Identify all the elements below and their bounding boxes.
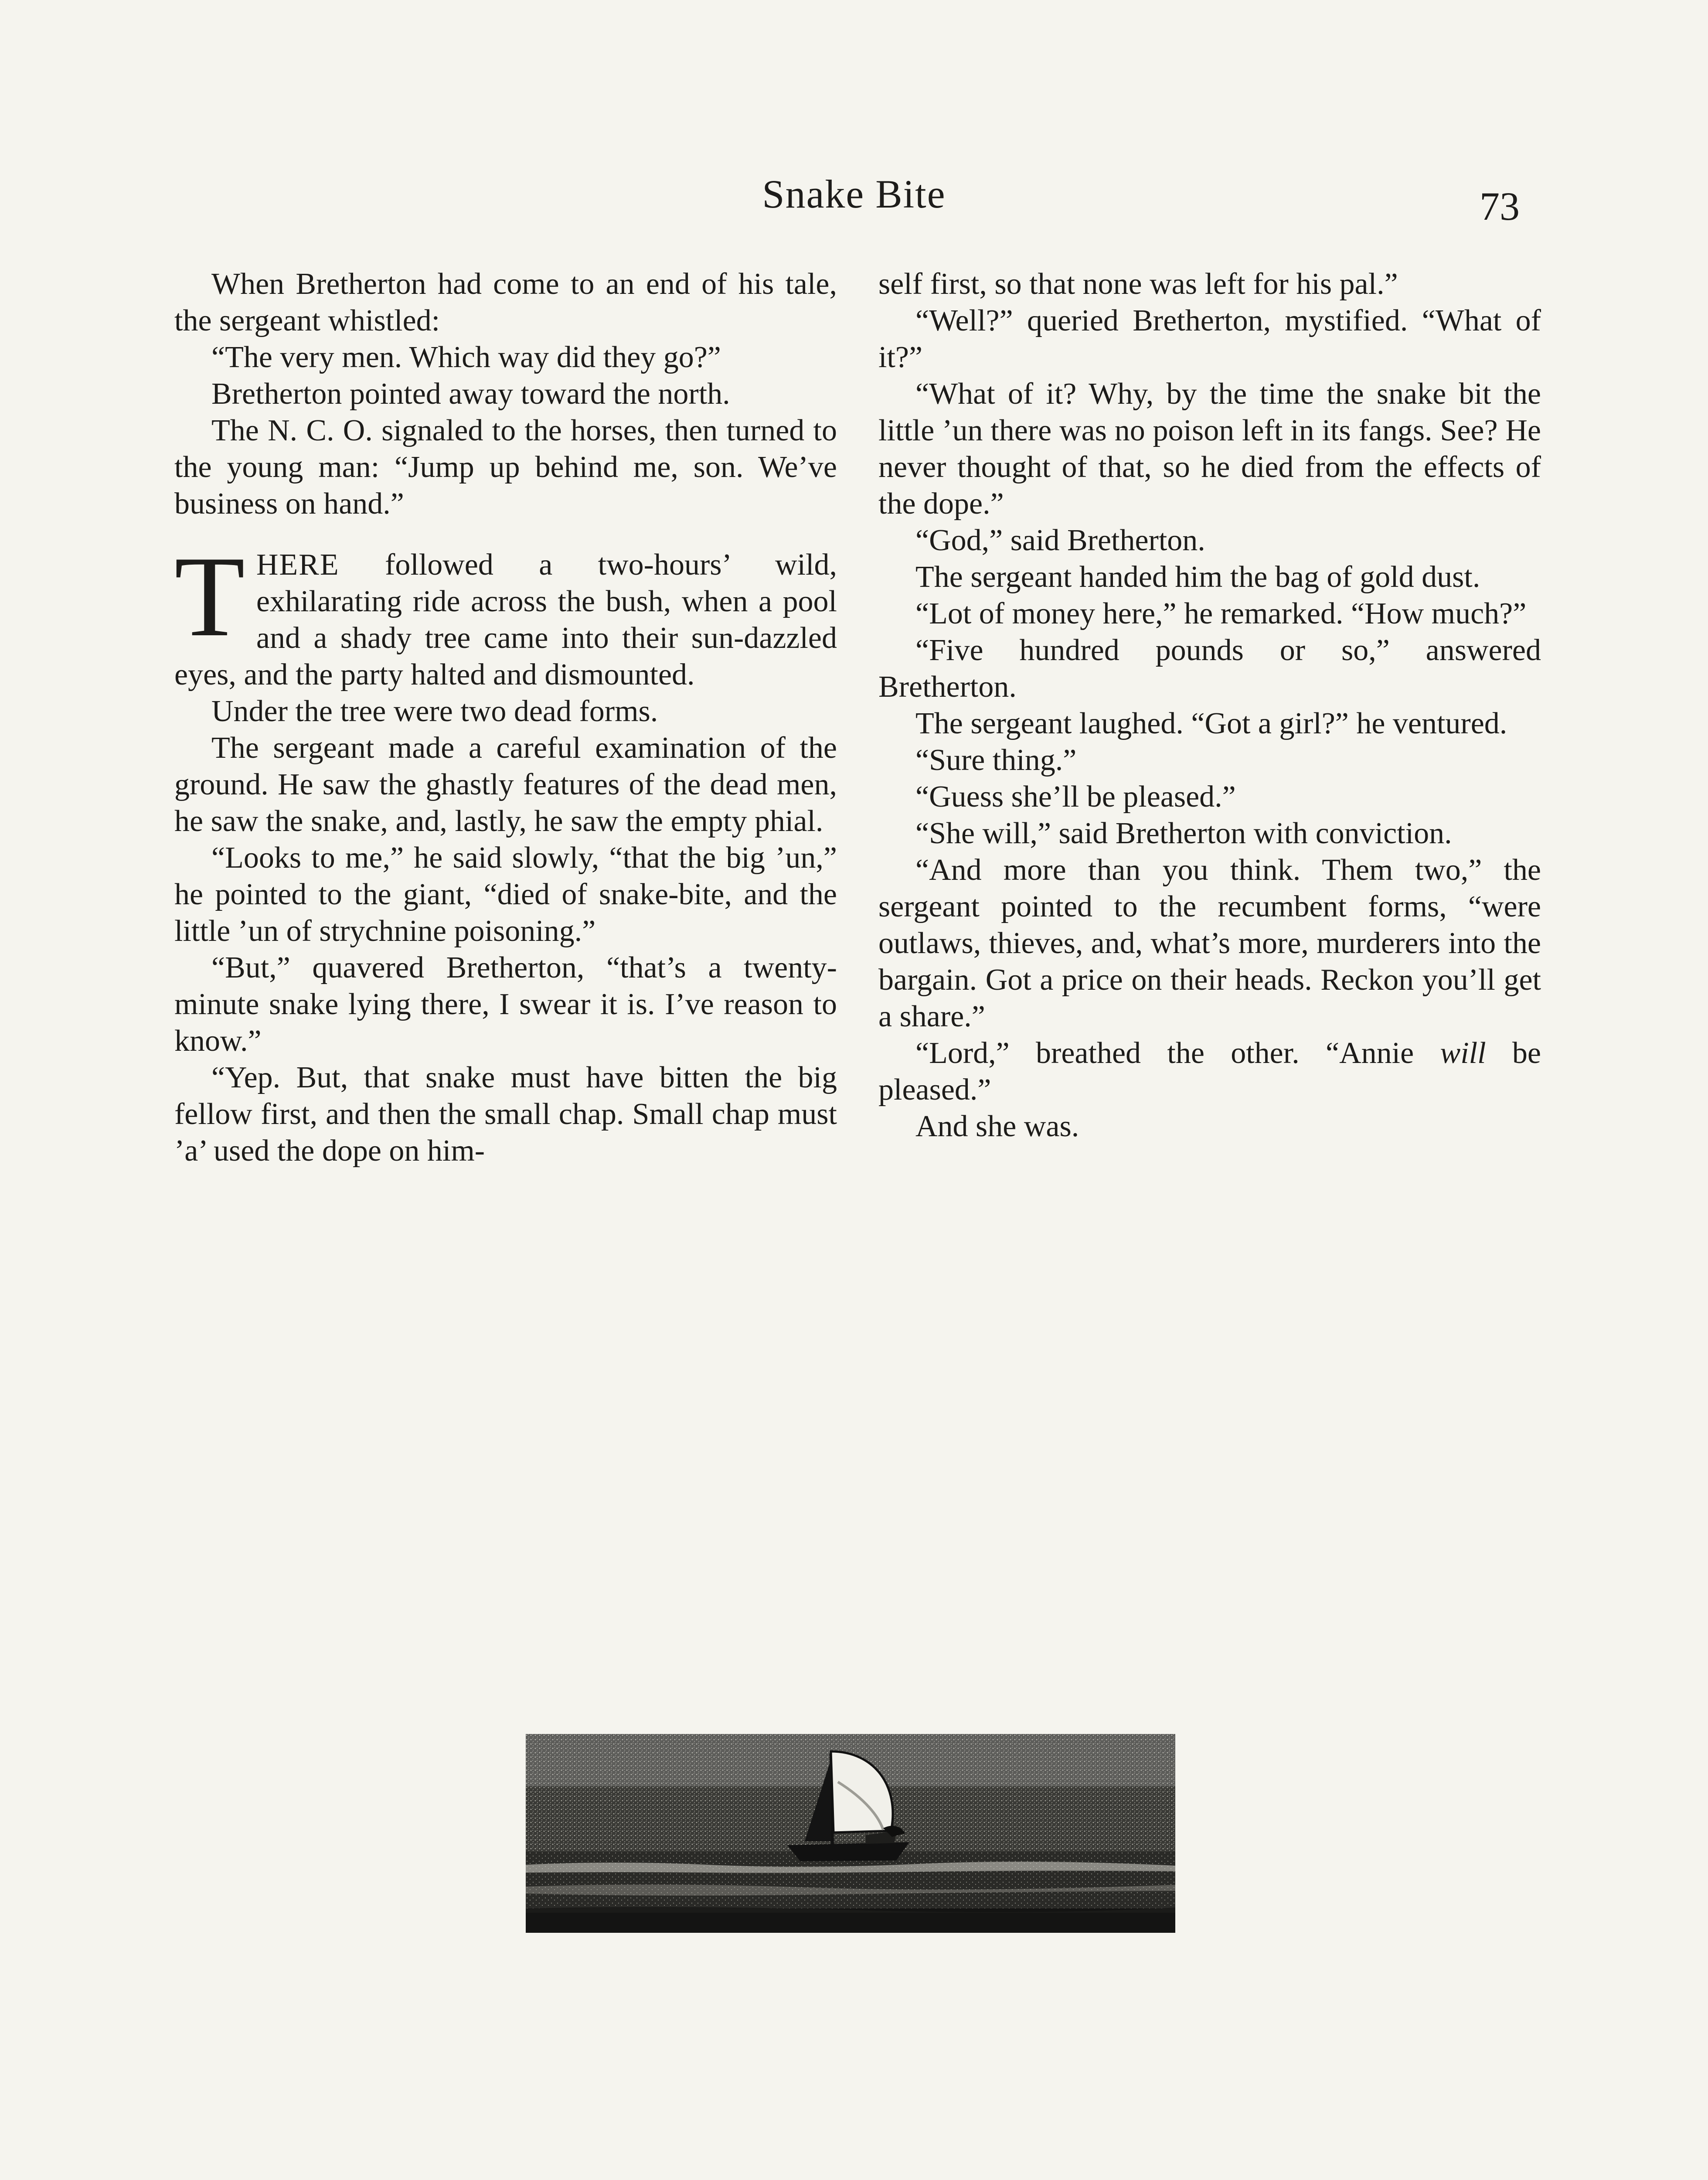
paragraph: The sergeant laughed. “Got a girl?” he ventured. (915, 707, 1507, 740)
paragraph: “The very men. Which way did they go?” (211, 341, 721, 374)
drop-cap: T (174, 533, 245, 661)
paragraph: “What of it? Why, by the time the snake bit the little ’un there was no poison left in its fangs. See? He never thought of that, so he died from the effects of the dope.” (878, 377, 1541, 521)
paragraph-text: followed a two-hours’ wild, exhilarating ride across the bush, when a pool and a shady tree came into their sun-dazzled eyes, and the party halted and dismounted. (174, 548, 837, 691)
woodcut-image (526, 1734, 1175, 1933)
left-column (174, 266, 837, 1169)
paragraph-text: be pleased.” (878, 1036, 1541, 1107)
paragraph: And she was. (915, 1110, 1079, 1143)
page-title: Snake Bite (762, 172, 946, 216)
right-column (878, 266, 1541, 1145)
paragraph: “Five hundred pounds or so,” answered Bretherton. (878, 634, 1541, 704)
sailboat-illustration (526, 1734, 1175, 1933)
paragraph: “She will,” said Bretherton with conviction. (915, 817, 1452, 850)
section-paragraph (174, 533, 837, 693)
paragraph: “And more than you think. Them two,” the sergeant pointed to the recumbent forms, “were outlaws, thieves, and, what’s more, murderers into the bargain. Got a price on their heads. Reckon you’ll get a share.” (878, 853, 1541, 1033)
paragraph: Bretherton pointed away toward the north. (211, 377, 730, 411)
paragraph (878, 1035, 1541, 1108)
paragraph-text: “Lord,” breathed the other. “Annie (915, 1036, 1440, 1070)
paragraph: “Sure thing.” (915, 743, 1077, 777)
paragraph: Under the tree were two dead forms. (211, 695, 658, 728)
lead-in-caps: HERE (256, 548, 340, 582)
paragraph: “Looks to me,” he said slowly, “that the big ’un,” he pointed to the giant, “died of snake-bite, and the little ’un of strychnine poisoning.” (174, 841, 837, 948)
page-number: 73 (1480, 184, 1520, 228)
paragraph: “Lot of money here,” he remarked. “How much?” (915, 597, 1527, 630)
paragraph: The sergeant made a careful examination of the ground. He saw the ghastly features of the dead men, he saw the snake, and, lastly, he saw the empty phial. (174, 731, 837, 838)
emphasis-text: will (1440, 1036, 1486, 1070)
paragraph: “Well?” queried Bretherton, mystified. “What of it?” (878, 304, 1541, 374)
paragraph: When Bretherton had come to an end of his tale, the sergeant whistled: (174, 267, 837, 337)
paragraph: self first, so that none was left for his pal.” (878, 267, 1398, 301)
paragraph: “But,” quavered Bretherton, “that’s a twenty-minute snake lying there, I swear it is. I’ve reason to know.” (174, 951, 837, 1058)
paragraph: The sergeant handed him the bag of gold dust. (915, 560, 1480, 594)
paragraph: “Yep. But, that snake must have bitten the big fellow first, and then the small chap. Small chap must ’a’ used the dope on him- (174, 1061, 837, 1168)
paragraph: The N. C. O. signaled to the horses, then turned to the young man: “Jump up behind me, son. We’ve business on hand.” (174, 414, 837, 521)
paragraph: “God,” said Bretherton. (915, 524, 1205, 557)
paragraph: “Guess she’ll be pleased.” (915, 780, 1236, 814)
